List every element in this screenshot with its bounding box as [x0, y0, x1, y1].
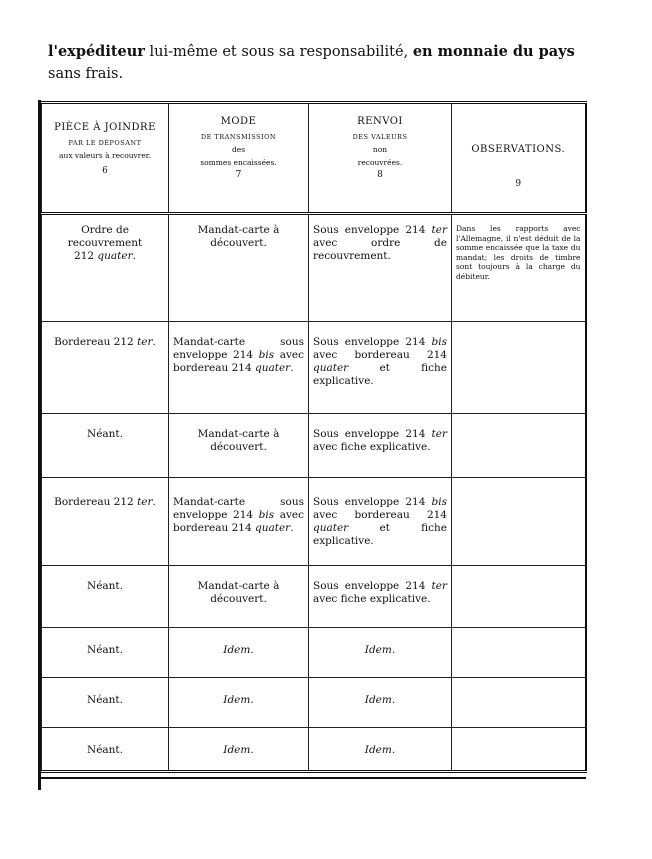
cell-observations: [452, 322, 586, 414]
table-row: [42, 566, 586, 628]
cell-mode: Idem.: [169, 678, 309, 728]
cell-piece: Bordereau 212 ter.: [42, 322, 169, 414]
header-observations: OBSERVATIONS. 9: [452, 103, 586, 214]
table-row: [42, 414, 586, 478]
cell-renvoi: Sous enveloppe 214 ter avec fiche explicative.: [309, 566, 452, 628]
cell-piece: Néant.: [42, 728, 169, 772]
cell-renvoi: Sous enveloppe 214 ter avec fiche explicative.: [309, 414, 452, 478]
cell-mode: Mandat-carte à découvert.: [169, 414, 309, 478]
cell-observations: [452, 478, 586, 566]
header-renvoi: RENVOI DES VALEURS non recouvrées. 8: [309, 103, 452, 214]
table-row: [42, 214, 586, 322]
cell-renvoi: Idem.: [309, 728, 452, 772]
header-mode: MODE DE TRANSMISSION des sommes encaissées. 7: [169, 103, 309, 214]
cell-piece: Ordre de recouvrement 212 quater.: [42, 214, 169, 322]
cell-observations: [452, 678, 586, 728]
header-row: [42, 103, 586, 214]
cell-piece: Bordereau 212 ter.: [42, 478, 169, 566]
cell-observations: [452, 566, 586, 628]
cell-renvoi: Sous enveloppe 214 bis avec bordereau 214 quater et fiche explicative.: [309, 322, 452, 414]
cell-observations: Dans les rapports avec l'Allemagne, il n'est déduit de la somme encaissée que la taxe du mandat; les droits de timbre sont toujours à la charge du débiteur.: [452, 214, 586, 322]
cell-observations: [452, 728, 586, 772]
intro-text-2: sans frais.: [48, 66, 124, 82]
cell-mode: Mandat-carte à découvert.: [169, 214, 309, 322]
cell-mode: Idem.: [169, 628, 309, 678]
table-row: [42, 478, 586, 566]
valeurs-table: [41, 101, 587, 773]
intro-bold-expediteur: l'expéditeur: [48, 43, 145, 60]
intro-text: lui-même et sous sa responsabilité,: [144, 44, 413, 60]
table-row: [42, 628, 586, 678]
bottom-rule: [38, 777, 586, 779]
cell-mode: Idem.: [169, 728, 309, 772]
cell-renvoi: Idem.: [309, 628, 452, 678]
cell-renvoi: Sous enveloppe 214 bis avec bordereau 214 quater et fiche explicative.: [309, 478, 452, 566]
cell-piece: Néant.: [42, 678, 169, 728]
cell-mode: Mandat-carte sous enveloppe 214 bis avec bordereau 214 quater.: [169, 322, 309, 414]
cell-piece: Néant.: [42, 566, 169, 628]
cell-renvoi: Idem.: [309, 678, 452, 728]
cell-mode: Mandat-carte sous enveloppe 214 bis avec bordereau 214 quater.: [169, 478, 309, 566]
cell-mode: Mandat-carte à découvert.: [169, 566, 309, 628]
table-row: [42, 678, 586, 728]
intro-paragraph: [48, 41, 608, 85]
header-piece: PIÈCE À JOINDRE PAR LE DÉPOSANT aux valeurs à recouvrer. 6: [42, 103, 169, 214]
cell-piece: Néant.: [42, 414, 169, 478]
cell-observations: [452, 628, 586, 678]
table-row: [42, 728, 586, 772]
cell-piece: Néant.: [42, 628, 169, 678]
table-row: [42, 322, 586, 414]
cell-observations: [452, 414, 586, 478]
cell-renvoi: Sous enveloppe 214 ter avec ordre de recouvrement.: [309, 214, 452, 322]
intro-bold-monnaie: en monnaie du pays: [412, 43, 575, 60]
